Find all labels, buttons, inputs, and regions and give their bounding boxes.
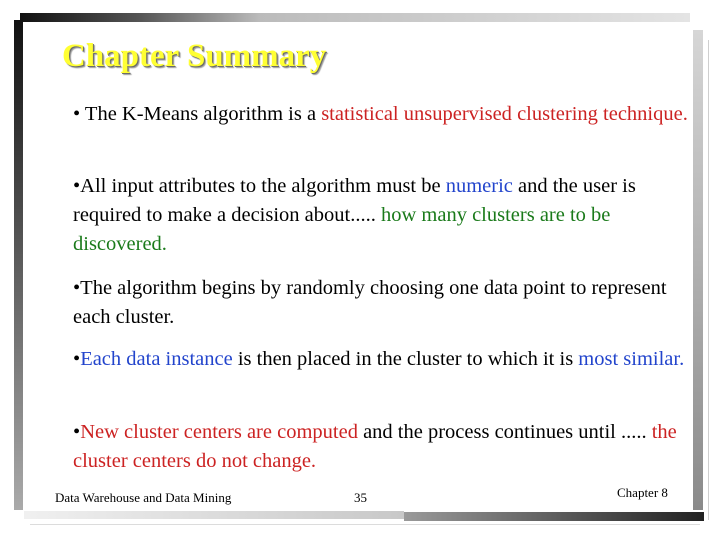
footer-page-number: 35 xyxy=(354,490,367,505)
frame-bar-bottom-left xyxy=(24,511,404,519)
bullet-2-emphasis-2: how many clusters are to be discovered. xyxy=(73,204,611,255)
bullet-1-emphasis-2: clustering technique. xyxy=(517,103,688,125)
footer-chapter: Chapter 8 xyxy=(617,485,668,500)
bullet-5-text: and the process continues until ..... xyxy=(357,421,652,443)
footer-course-name: Data Warehouse and Data Mining xyxy=(55,490,232,505)
bullet-5-marker: • xyxy=(73,421,81,443)
bullet-4-marker: • xyxy=(73,348,81,370)
bullet-4-emphasis-2: most similar. xyxy=(578,348,685,370)
frame-bar-top-left xyxy=(20,13,260,22)
bullet-5-emphasis-2: the cluster centers do not change. xyxy=(73,421,677,472)
bullet-5-emphasis: New cluster centers are computed xyxy=(80,421,358,443)
bullet-5 xyxy=(73,418,693,476)
bullet-4 xyxy=(73,345,693,374)
bullet-1-emphasis: statistical unsupervised xyxy=(321,103,512,125)
frame-bar-right xyxy=(693,30,703,510)
frame-line-right xyxy=(708,40,709,520)
frame-line-bottom xyxy=(30,524,700,525)
bullet-2-emphasis: numeric xyxy=(445,175,513,197)
bullet-4-text: is then placed in the cluster to which it is xyxy=(232,348,579,370)
slide-title: Chapter Summary xyxy=(62,38,327,74)
bullet-3 xyxy=(73,274,693,332)
bullet-2-text: •All input attributes to the algorithm must be xyxy=(73,175,446,197)
frame-bar-left xyxy=(14,20,23,510)
bullet-4-emphasis: Each data instance xyxy=(80,348,233,370)
bullet-2 xyxy=(73,172,693,259)
bullet-3-text: •The algorithm begins by randomly choosing one data point to represent each cluster. xyxy=(73,277,667,328)
bullet-2-text-2: and the user is required to make a decision about..... xyxy=(73,175,636,226)
bullet-1-text: • The K-Means algorithm is a xyxy=(73,103,322,125)
frame-bar-top-right xyxy=(260,13,690,22)
frame-bar-bottom-right xyxy=(404,512,704,521)
bullet-1 xyxy=(73,100,693,129)
